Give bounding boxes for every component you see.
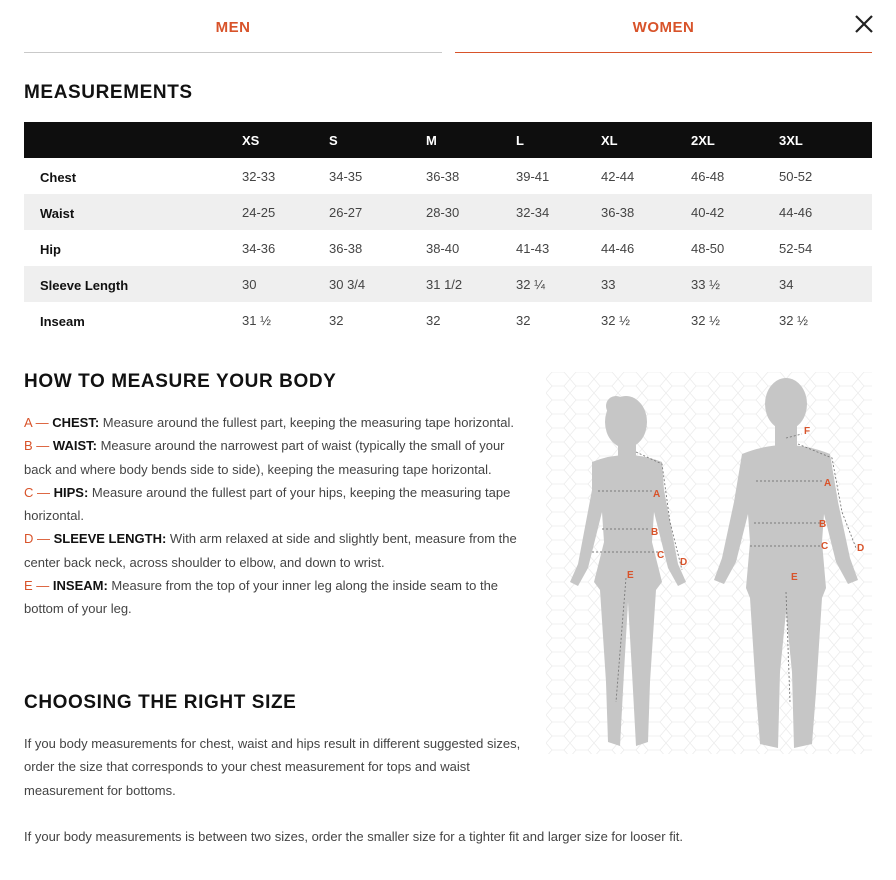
size-header: S xyxy=(329,132,338,148)
size-header: XL xyxy=(601,132,618,148)
table-cell: 32 xyxy=(516,312,531,328)
table-cell: 33 xyxy=(601,276,616,292)
table-row-chest xyxy=(24,158,872,194)
instruction-sleeve-length xyxy=(24,527,529,574)
size-header: XS xyxy=(242,132,260,148)
table-cell: 34 xyxy=(779,276,794,292)
size-table xyxy=(24,122,872,338)
table-cell: 30 xyxy=(242,276,257,292)
table-cell: 52-54 xyxy=(779,240,813,256)
table-row-sleeve-length xyxy=(24,266,872,302)
body-measurement-diagram xyxy=(546,372,872,754)
table-cell: 50-52 xyxy=(779,168,813,184)
diagram-label-e: E xyxy=(791,572,798,583)
instruction-term: WAIST: xyxy=(52,438,97,454)
instruction-text: Measure around the fullest part, keeping the measuring tape horizontal. xyxy=(99,415,514,430)
table-row-hip xyxy=(24,230,872,266)
row-label: Inseam xyxy=(40,314,85,329)
body-silhouettes-illustration xyxy=(546,372,872,754)
diagram-label-f: F xyxy=(804,426,811,437)
diagram-label-a: A xyxy=(653,489,661,500)
diagram-label-d: D xyxy=(857,543,865,554)
size-header: M xyxy=(426,132,437,148)
size-header: 2XL xyxy=(691,132,715,148)
diagram-label-b: B xyxy=(651,527,659,538)
gender-tabs xyxy=(24,0,872,54)
table-cell: 26-27 xyxy=(329,204,363,220)
close-button[interactable] xyxy=(850,10,878,38)
diagram-label-e: E xyxy=(627,570,634,581)
instruction-letter: C — xyxy=(24,484,50,500)
table-header-row xyxy=(24,122,872,158)
instruction-term: CHEST: xyxy=(52,415,100,430)
table-cell: 31 1/2 xyxy=(426,276,463,292)
table-row-waist xyxy=(24,194,872,230)
table-cell: 48-50 xyxy=(691,240,725,256)
instruction-inseam xyxy=(24,574,529,621)
instruction-hips xyxy=(24,481,529,528)
table-cell: 32 ½ xyxy=(691,312,720,328)
table-cell: 32 ½ xyxy=(601,312,630,328)
table-cell: 32-33 xyxy=(242,168,276,184)
instruction-letter: B — xyxy=(24,438,50,454)
table-cell: 32 xyxy=(426,312,441,328)
instruction-text: Measure from the top of your inner leg along the inside seam to the bottom of your leg. xyxy=(24,578,499,617)
instruction-letter: A — xyxy=(24,415,49,430)
instruction-waist xyxy=(24,434,529,481)
table-cell: 36-38 xyxy=(426,168,460,184)
instruction-term: SLEEVE LENGTH: xyxy=(53,531,167,547)
row-label: Sleeve Length xyxy=(40,278,129,293)
instruction-chest xyxy=(24,411,529,434)
table-cell: 36-38 xyxy=(601,204,635,220)
row-label: Chest xyxy=(40,170,77,185)
diagram-label-b: B xyxy=(819,519,827,530)
table-cell: 44-46 xyxy=(779,204,813,220)
tab-men[interactable]: MEN xyxy=(24,0,442,53)
table-cell: 41-43 xyxy=(516,240,550,256)
instruction-term: HIPS: xyxy=(53,484,89,500)
tab-women[interactable]: WOMEN xyxy=(455,0,872,53)
table-cell: 44-46 xyxy=(601,240,635,256)
table-cell: 28-30 xyxy=(426,204,460,220)
instruction-text: With arm relaxed at side and slightly bent, measure from the center back neck, across shoulder to elbow, and down to wrist. xyxy=(24,531,517,570)
instruction-text: Measure around the narrowest part of waist (typically the small of your back and where body bends side to side), keeping the measuring tape horizontal. xyxy=(24,438,505,477)
table-cell: 42-44 xyxy=(601,168,635,184)
choosing-size-paragraph: If you body measurements for chest, waist and hips result in different suggested sizes, order the size that corresponds to your chest measurement for tops and waist measurement for bottoms. xyxy=(24,736,521,798)
size-header: 3XL xyxy=(779,132,803,148)
choosing-size-title: CHOOSING THE RIGHT SIZE xyxy=(24,692,297,713)
table-cell: 30 3/4 xyxy=(329,276,366,292)
diagram-label-c: C xyxy=(657,550,665,561)
table-cell: 46-48 xyxy=(691,168,725,184)
table-cell: 31 ½ xyxy=(242,312,271,328)
instruction-letter: D — xyxy=(24,531,50,547)
table-cell: 24-25 xyxy=(242,204,276,220)
instruction-text: Measure around the fullest part of your hips, keeping the measuring tape horizontal. xyxy=(24,484,511,524)
measurements-title: MEASUREMENTS xyxy=(24,82,193,103)
table-cell: 39-41 xyxy=(516,168,550,184)
row-label: Hip xyxy=(40,242,61,257)
close-icon xyxy=(850,10,878,38)
table-cell: 32 xyxy=(329,312,344,328)
diagram-label-d: D xyxy=(680,557,688,568)
between-sizes-paragraph: If your body measurements is between two sizes, order the smaller size for a tighter fit and larger size for looser fit. xyxy=(24,829,683,844)
measure-instructions xyxy=(24,411,529,621)
table-cell: 32 ½ xyxy=(779,312,808,328)
row-label: Waist xyxy=(40,206,75,221)
table-cell: 34-36 xyxy=(242,240,276,256)
instruction-term: INSEAM: xyxy=(52,578,108,594)
table-header-blank xyxy=(24,122,242,158)
table-cell: 40-42 xyxy=(691,204,725,220)
table-cell: 34-35 xyxy=(329,168,363,184)
size-header: L xyxy=(516,132,524,148)
table-cell: 33 ½ xyxy=(691,276,720,292)
table-cell: 32 ¼ xyxy=(516,276,545,292)
diagram-label-a: A xyxy=(824,478,832,489)
how-to-measure-title: HOW TO MEASURE YOUR BODY xyxy=(24,371,337,392)
table-cell: 32-34 xyxy=(516,204,550,220)
diagram-label-c: C xyxy=(821,541,829,552)
instruction-letter: E — xyxy=(24,578,50,594)
table-cell: 38-40 xyxy=(426,240,460,256)
table-cell: 36-38 xyxy=(329,240,363,256)
table-row-inseam xyxy=(24,302,872,338)
